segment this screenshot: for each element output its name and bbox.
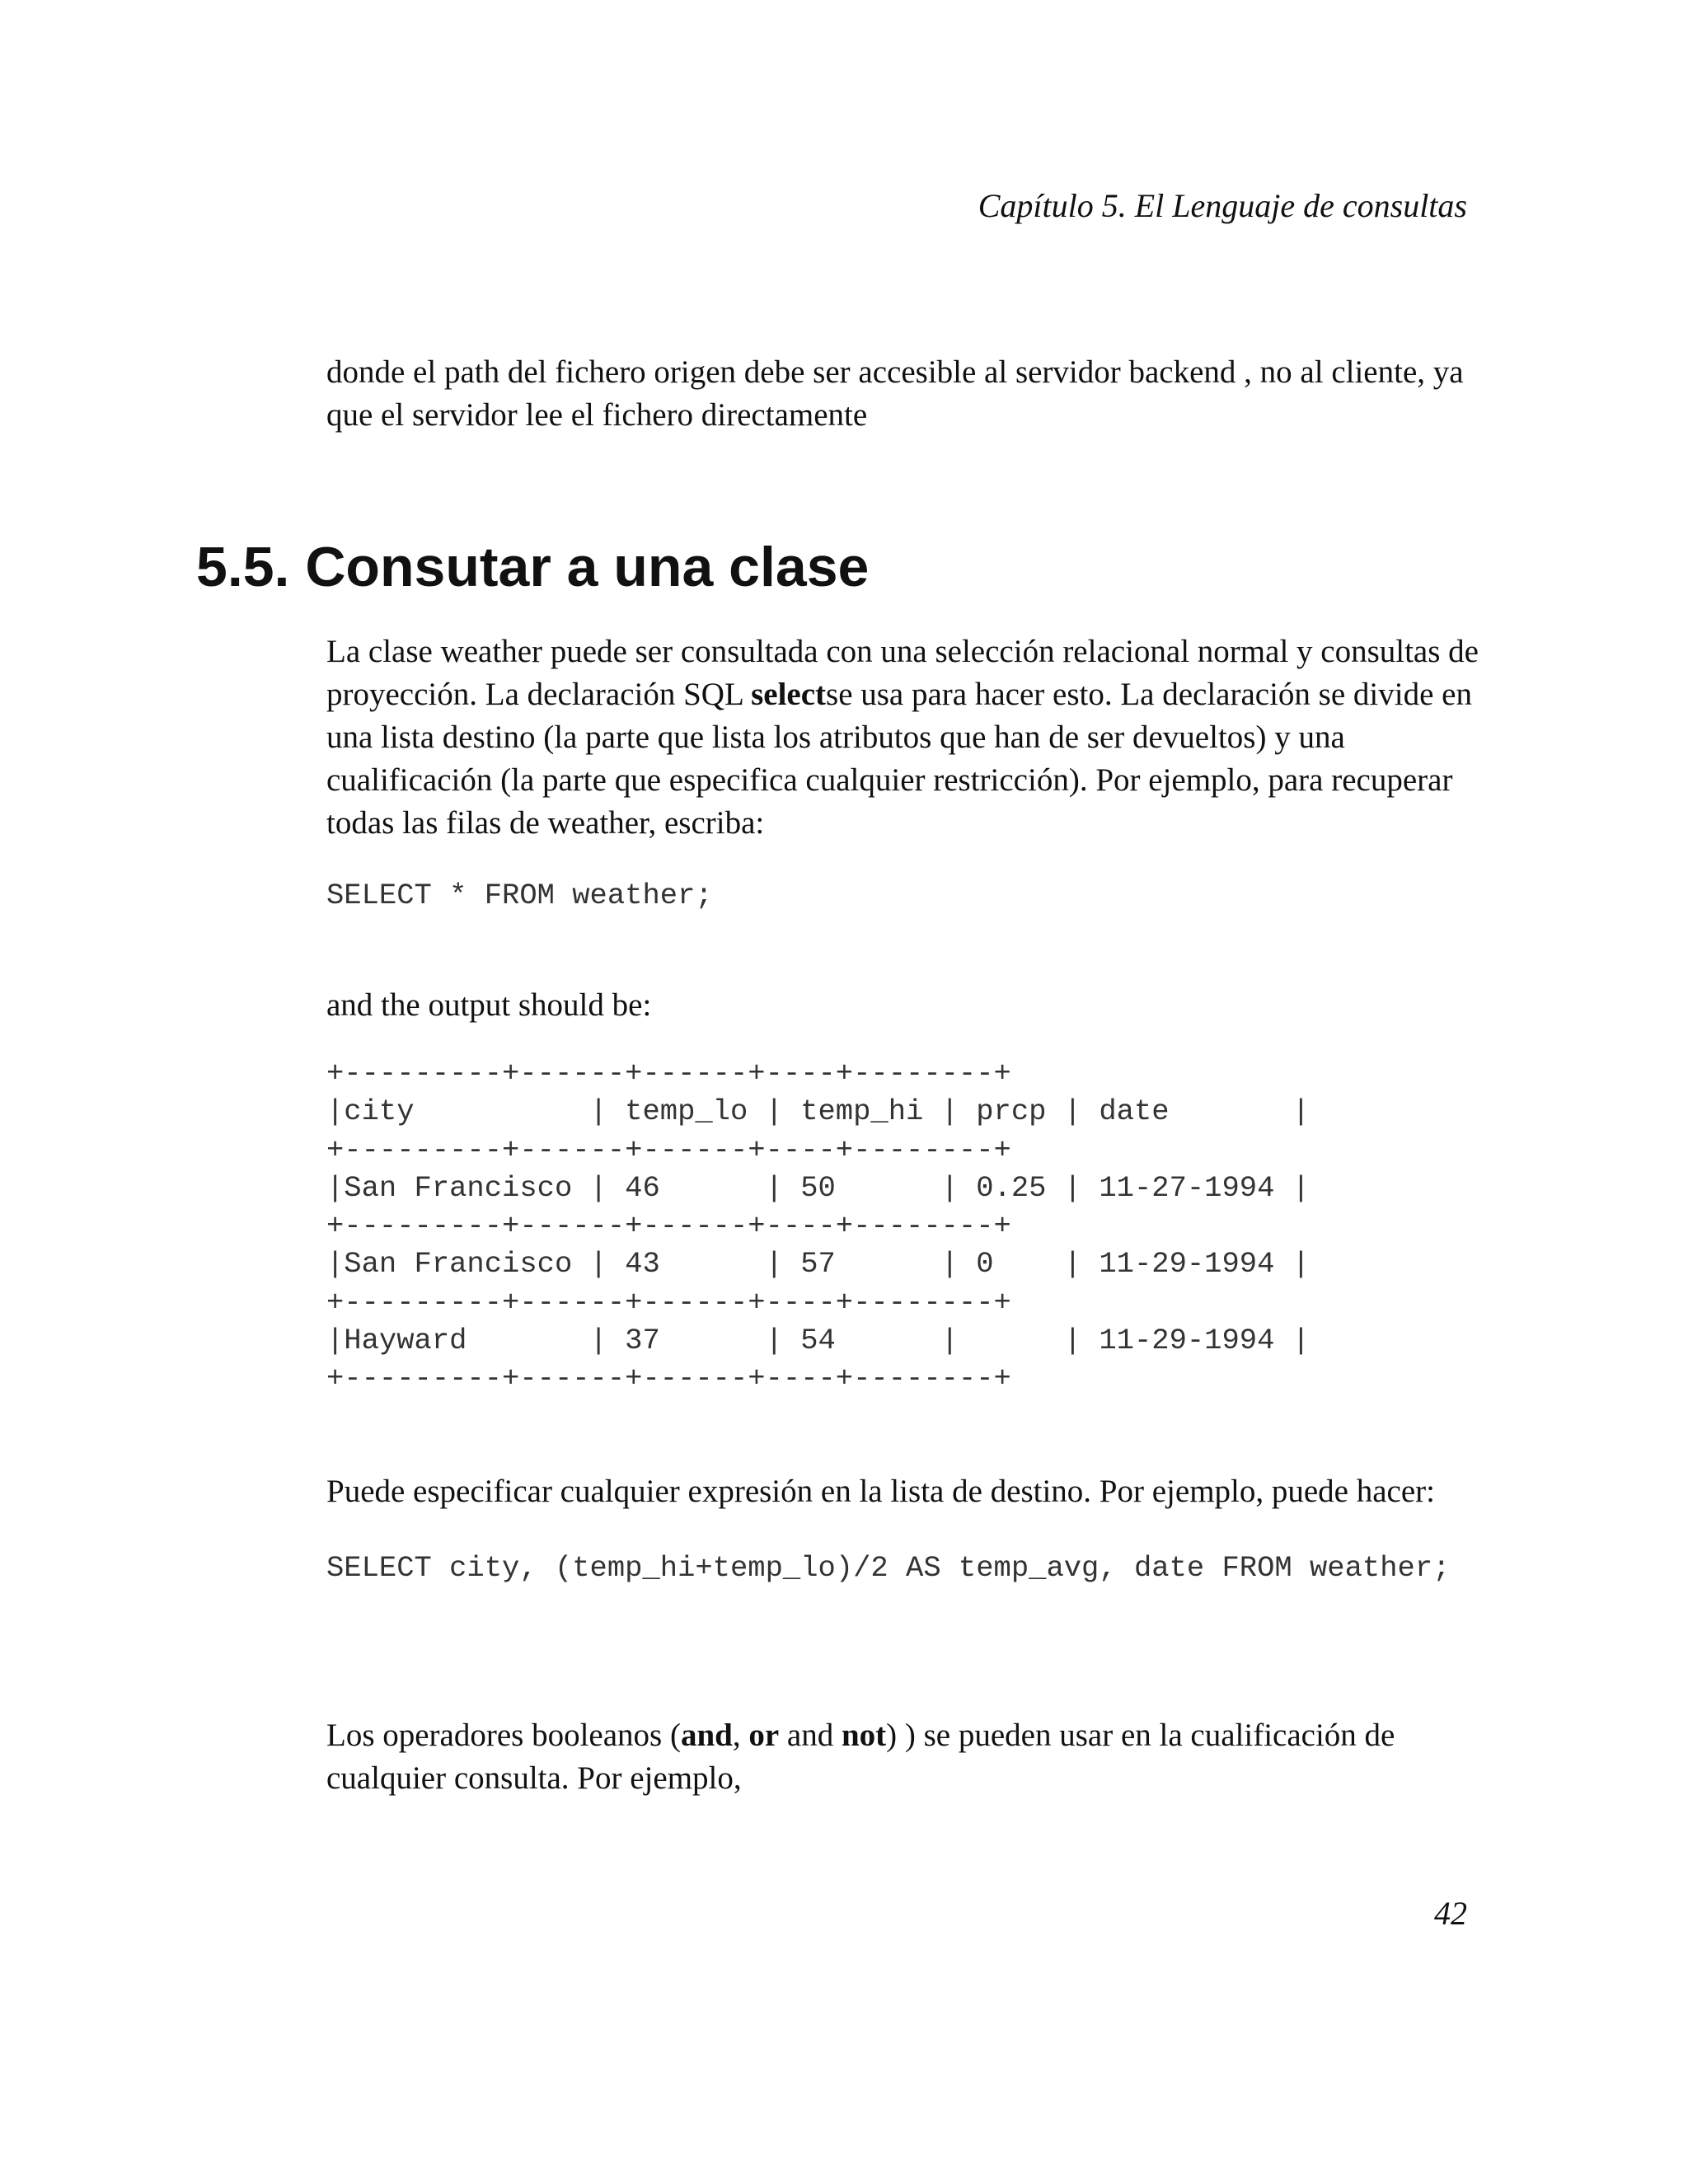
table-line: |city | temp_lo | temp_hi | prcp | date | — [326, 1094, 1310, 1129]
table-line: |Hayward | 37 | 54 | | 11-29-1994 | — [326, 1324, 1310, 1358]
query-output-table — [326, 1055, 1310, 1399]
paragraph-text: La clase weather puede ser consultada con una selección relacional normal y consultas de proyección. La declaración SQL — [326, 634, 1479, 712]
table-line: +---------+------+------+----+--------+ — [326, 1132, 1011, 1167]
code-example-temp-avg: SELECT city, (temp_hi+temp_lo)/2 AS temp_avg, date FROM weather; — [326, 1551, 1451, 1585]
paragraph-text: and — [779, 1718, 842, 1753]
paragraph-text: se usa para hacer esto. La declaración se divide en una lista destino (la parte que lista los atributos que han de ser devueltos) y una cualificación (la parte que especifica cualquier restricción). Por ejemplo, para recuperar todas las filas de weather, escriba: — [326, 677, 1472, 841]
select-description-paragraph — [326, 630, 1480, 845]
intro-paragraph: donde el path del fichero origen debe ser accesible al servidor backend , no al cliente, ya que el servidor lee el fichero directamente — [326, 354, 1464, 433]
output-intro-paragraph: and the output should be: — [326, 987, 652, 1023]
table-line: +---------+------+------+----+--------+ — [326, 1057, 1011, 1090]
section-title: 5.5. Consutar a una clase — [196, 536, 870, 598]
keyword-select: select — [751, 677, 827, 712]
keyword-and: and — [680, 1718, 733, 1753]
table-line: |San Francisco | 46 | 50 | 0.25 | 11-27-1994 | — [326, 1170, 1310, 1205]
paragraph-text: , — [732, 1718, 749, 1753]
page-number: 42 — [1434, 1895, 1467, 1932]
paragraph-text: ) ) se pueden usar en la cualificación de cualquier consulta. Por ejemplo, — [326, 1718, 1395, 1796]
table-line: |San Francisco | 43 | 57 | 0 | 11-29-1994 | — [326, 1247, 1310, 1282]
keyword-not: not — [841, 1718, 887, 1753]
code-example-select-all: SELECT * FROM weather; — [326, 879, 713, 912]
expression-paragraph: Puede especificar cualquier expresión en la lista de destino. Por ejemplo, puede hacer: — [326, 1474, 1435, 1509]
table-line: +---------+------+------+----+--------+ — [326, 1209, 1011, 1244]
running-header: Capítulo 5. El Lenguaje de consultas — [978, 187, 1467, 224]
table-line: +---------+------+------+----+--------+ — [326, 1285, 1011, 1319]
keyword-or: or — [748, 1718, 780, 1753]
paragraph-text: Los operadores booleanos ( — [326, 1718, 681, 1753]
boolean-operators-paragraph — [326, 1714, 1480, 1800]
table-line: +---------+------+------+----+--------+ — [326, 1361, 1011, 1396]
